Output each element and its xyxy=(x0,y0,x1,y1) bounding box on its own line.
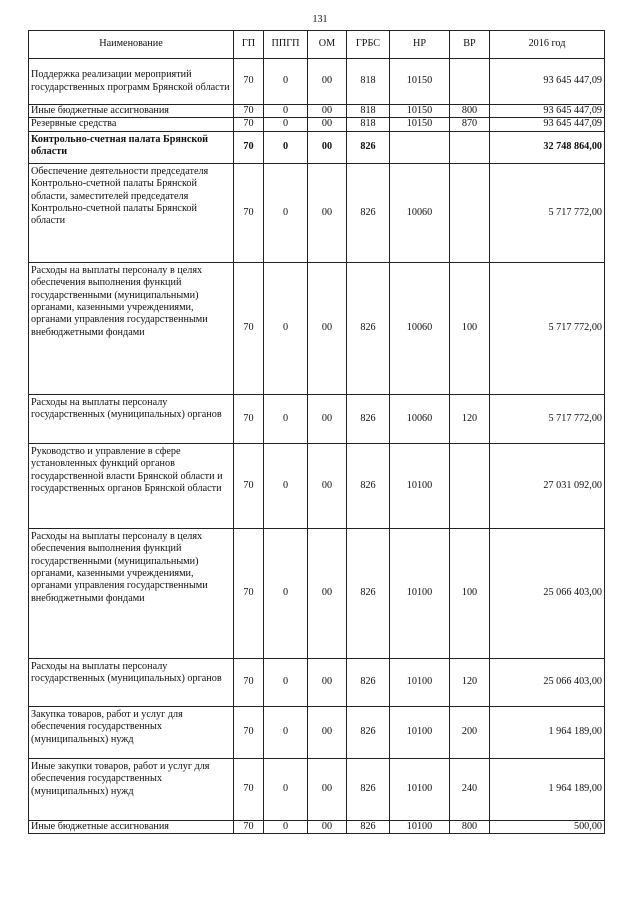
table-row xyxy=(29,59,605,105)
row-grbs: 826 xyxy=(347,528,390,658)
row-grbs: 818 xyxy=(347,59,390,105)
row-om: 00 xyxy=(308,163,347,262)
row-grbs: 826 xyxy=(347,394,390,443)
row-nr: 10100 xyxy=(390,443,450,528)
row-name: Расходы на выплаты персоналу в целях обеспечения выполнения функций государственными (муниципальными) органами, казенными учреждениями, органами управления государственными внебюджетными фондами xyxy=(29,262,234,394)
row-name: Иные бюджетные ассигнования xyxy=(29,105,234,118)
row-nr: 10150 xyxy=(390,59,450,105)
row-nr: 10150 xyxy=(390,118,450,131)
row-grbs: 826 xyxy=(347,163,390,262)
row-om: 00 xyxy=(308,658,347,706)
row-gp: 70 xyxy=(234,59,264,105)
row-nr: 10060 xyxy=(390,262,450,394)
row-grbs: 826 xyxy=(347,262,390,394)
table-row xyxy=(29,394,605,443)
row-name: Поддержка реализации мероприятий государственных программ Брянской области xyxy=(29,59,234,105)
row-grbs: 826 xyxy=(347,820,390,833)
row-ppgp: 0 xyxy=(264,443,308,528)
row-vr: 800 xyxy=(450,820,490,833)
row-amount: 25 066 403,00 xyxy=(490,658,605,706)
row-gp: 70 xyxy=(234,394,264,443)
row-gp: 70 xyxy=(234,131,264,163)
row-amount: 500,00 xyxy=(490,820,605,833)
row-ppgp: 0 xyxy=(264,820,308,833)
table-row xyxy=(29,658,605,706)
row-amount: 93 645 447,09 xyxy=(490,59,605,105)
row-ppgp: 0 xyxy=(264,59,308,105)
row-vr: 100 xyxy=(450,528,490,658)
row-gp: 70 xyxy=(234,118,264,131)
header-gp: ГП xyxy=(234,31,264,59)
row-nr: 10100 xyxy=(390,706,450,758)
row-name: Контрольно-счетная палата Брянской области xyxy=(29,131,234,163)
row-amount: 25 066 403,00 xyxy=(490,528,605,658)
table-row xyxy=(29,262,605,394)
row-nr: 10100 xyxy=(390,758,450,820)
row-ppgp: 0 xyxy=(264,163,308,262)
row-vr: 100 xyxy=(450,262,490,394)
row-nr: 10100 xyxy=(390,658,450,706)
row-gp: 70 xyxy=(234,706,264,758)
row-gp: 70 xyxy=(234,528,264,658)
row-ppgp: 0 xyxy=(264,706,308,758)
row-ppgp: 0 xyxy=(264,528,308,658)
row-name: Руководство и управление в сфере установленных функций органов государственной власти Брянской области и государственных органов Брянской области xyxy=(29,443,234,528)
row-amount: 1 964 189,00 xyxy=(490,706,605,758)
row-amount: 32 748 864,00 xyxy=(490,131,605,163)
header-om: ОМ xyxy=(308,31,347,59)
table-row xyxy=(29,528,605,658)
table-row xyxy=(29,131,605,163)
header-name: Наименование xyxy=(29,31,234,59)
row-amount: 5 717 772,00 xyxy=(490,163,605,262)
row-amount: 5 717 772,00 xyxy=(490,262,605,394)
row-om: 00 xyxy=(308,820,347,833)
table-header-row xyxy=(29,31,605,59)
row-grbs: 826 xyxy=(347,131,390,163)
row-name: Закупка товаров, работ и услуг для обеспечения государственных (муниципальных) нужд xyxy=(29,706,234,758)
row-ppgp: 0 xyxy=(264,118,308,131)
row-vr xyxy=(450,443,490,528)
header-vr: ВР xyxy=(450,31,490,59)
row-name: Иные закупки товаров, работ и услуг для обеспечения государственных (муниципальных) нужд xyxy=(29,758,234,820)
row-om: 00 xyxy=(308,262,347,394)
row-om: 00 xyxy=(308,105,347,118)
table-row xyxy=(29,105,605,118)
row-om: 00 xyxy=(308,758,347,820)
table-row xyxy=(29,443,605,528)
row-om: 00 xyxy=(308,394,347,443)
row-om: 00 xyxy=(308,131,347,163)
row-vr xyxy=(450,59,490,105)
row-amount: 27 031 092,00 xyxy=(490,443,605,528)
row-ppgp: 0 xyxy=(264,262,308,394)
table-row xyxy=(29,118,605,131)
row-gp: 70 xyxy=(234,105,264,118)
row-grbs: 826 xyxy=(347,758,390,820)
row-vr xyxy=(450,163,490,262)
row-vr: 120 xyxy=(450,394,490,443)
row-gp: 70 xyxy=(234,820,264,833)
row-name: Иные бюджетные ассигнования xyxy=(29,820,234,833)
row-gp: 70 xyxy=(234,163,264,262)
table-row xyxy=(29,163,605,262)
row-om: 00 xyxy=(308,528,347,658)
row-grbs: 818 xyxy=(347,118,390,131)
row-nr: 10150 xyxy=(390,105,450,118)
row-vr: 240 xyxy=(450,758,490,820)
row-amount: 93 645 447,09 xyxy=(490,105,605,118)
row-grbs: 826 xyxy=(347,658,390,706)
page-number: 131 xyxy=(312,14,328,25)
row-ppgp: 0 xyxy=(264,758,308,820)
row-vr: 870 xyxy=(450,118,490,131)
row-nr: 10060 xyxy=(390,163,450,262)
row-om: 00 xyxy=(308,706,347,758)
row-name: Расходы на выплаты персоналу государственных (муниципальных) органов xyxy=(29,394,234,443)
row-vr: 800 xyxy=(450,105,490,118)
row-name: Обеспечение деятельности председателя Контрольно-счетной палаты Брянской области, заместителей председателя Контрольно-счетной палаты Брянской области xyxy=(29,163,234,262)
row-ppgp: 0 xyxy=(264,658,308,706)
row-amount: 5 717 772,00 xyxy=(490,394,605,443)
table-row xyxy=(29,820,605,833)
row-nr xyxy=(390,131,450,163)
row-grbs: 826 xyxy=(347,706,390,758)
row-om: 00 xyxy=(308,59,347,105)
row-gp: 70 xyxy=(234,443,264,528)
row-amount: 93 645 447,09 xyxy=(490,118,605,131)
row-om: 00 xyxy=(308,443,347,528)
row-amount: 1 964 189,00 xyxy=(490,758,605,820)
row-vr: 200 xyxy=(450,706,490,758)
row-ppgp: 0 xyxy=(264,394,308,443)
header-ppgp: ППГП xyxy=(264,31,308,59)
row-grbs: 818 xyxy=(347,105,390,118)
row-gp: 70 xyxy=(234,262,264,394)
row-ppgp: 0 xyxy=(264,131,308,163)
row-grbs: 826 xyxy=(347,443,390,528)
budget-table xyxy=(28,30,605,834)
row-gp: 70 xyxy=(234,758,264,820)
header-grbs: ГРБС xyxy=(347,31,390,59)
table-row xyxy=(29,706,605,758)
row-nr: 10100 xyxy=(390,820,450,833)
row-vr xyxy=(450,131,490,163)
row-name: Расходы на выплаты персоналу государственных (муниципальных) органов xyxy=(29,658,234,706)
row-nr: 10060 xyxy=(390,394,450,443)
row-name: Резервные средства xyxy=(29,118,234,131)
row-name: Расходы на выплаты персоналу в целях обеспечения выполнения функций государственными (муниципальными) органами, казенными учреждениями, органами управления государственными внебюджетными фондами xyxy=(29,528,234,658)
header-nr: НР xyxy=(390,31,450,59)
row-om: 00 xyxy=(308,118,347,131)
row-ppgp: 0 xyxy=(264,105,308,118)
row-vr: 120 xyxy=(450,658,490,706)
row-nr: 10100 xyxy=(390,528,450,658)
header-year: 2016 год xyxy=(490,31,605,59)
table-row xyxy=(29,758,605,820)
row-gp: 70 xyxy=(234,658,264,706)
